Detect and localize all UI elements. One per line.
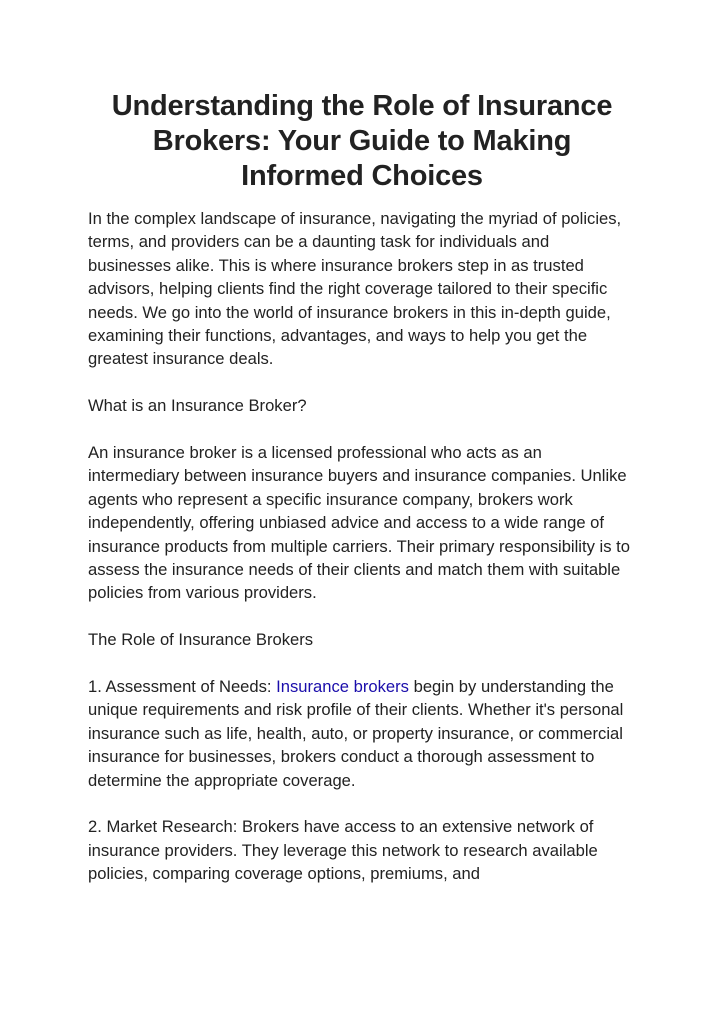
section-heading-role-of-brokers: The Role of Insurance Brokers bbox=[88, 630, 314, 650]
section-heading-what-is-broker: What is an Insurance Broker? bbox=[88, 396, 307, 416]
list-item-assessment-of-needs bbox=[88, 675, 636, 792]
list-item-market-research: 2. Market Research: Brokers have access to an extensive network of insurance providers. They leverage this network to research available policies, comparing coverage options, premiums, and bbox=[88, 817, 598, 884]
broker-definition-paragraph: An insurance broker is a licensed professional who acts as an intermediary between insurance buyers and insurance companies. Unlike agents who represent a specific insurance company, brokers work independently, offering unbiased advice and access to a wide range of insurance products from multiple carriers. Their primary responsibility is to assess the insurance needs of their clients and match them with suitable policies from various providers. bbox=[88, 443, 630, 603]
assessment-suffix: begin by understanding the unique requirements and risk profile of their clients. Whether it's personal insurance such as life, health, auto, or property insurance, or commercial insurance for businesses, brokers conduct a thorough assessment to determine the appropriate coverage. bbox=[88, 677, 624, 790]
intro-paragraph: In the complex landscape of insurance, navigating the myriad of policies, terms, and providers can be a daunting task for individuals and businesses alike. This is where insurance brokers step in as trusted advisors, helping clients find the right coverage tailored to their specific needs. We go into the world of insurance brokers in this in-depth guide, examining their functions, advantages, and ways to help you get the greatest insurance deals. bbox=[88, 209, 622, 369]
document-page bbox=[88, 89, 636, 886]
insurance-brokers-link[interactable]: Insurance brokers bbox=[276, 677, 409, 697]
assessment-prefix: 1. Assessment of Needs: bbox=[88, 677, 277, 697]
document-title: Understanding the Role of Insurance Brokers: Your Guide to Making Informed Choices bbox=[111, 90, 613, 192]
